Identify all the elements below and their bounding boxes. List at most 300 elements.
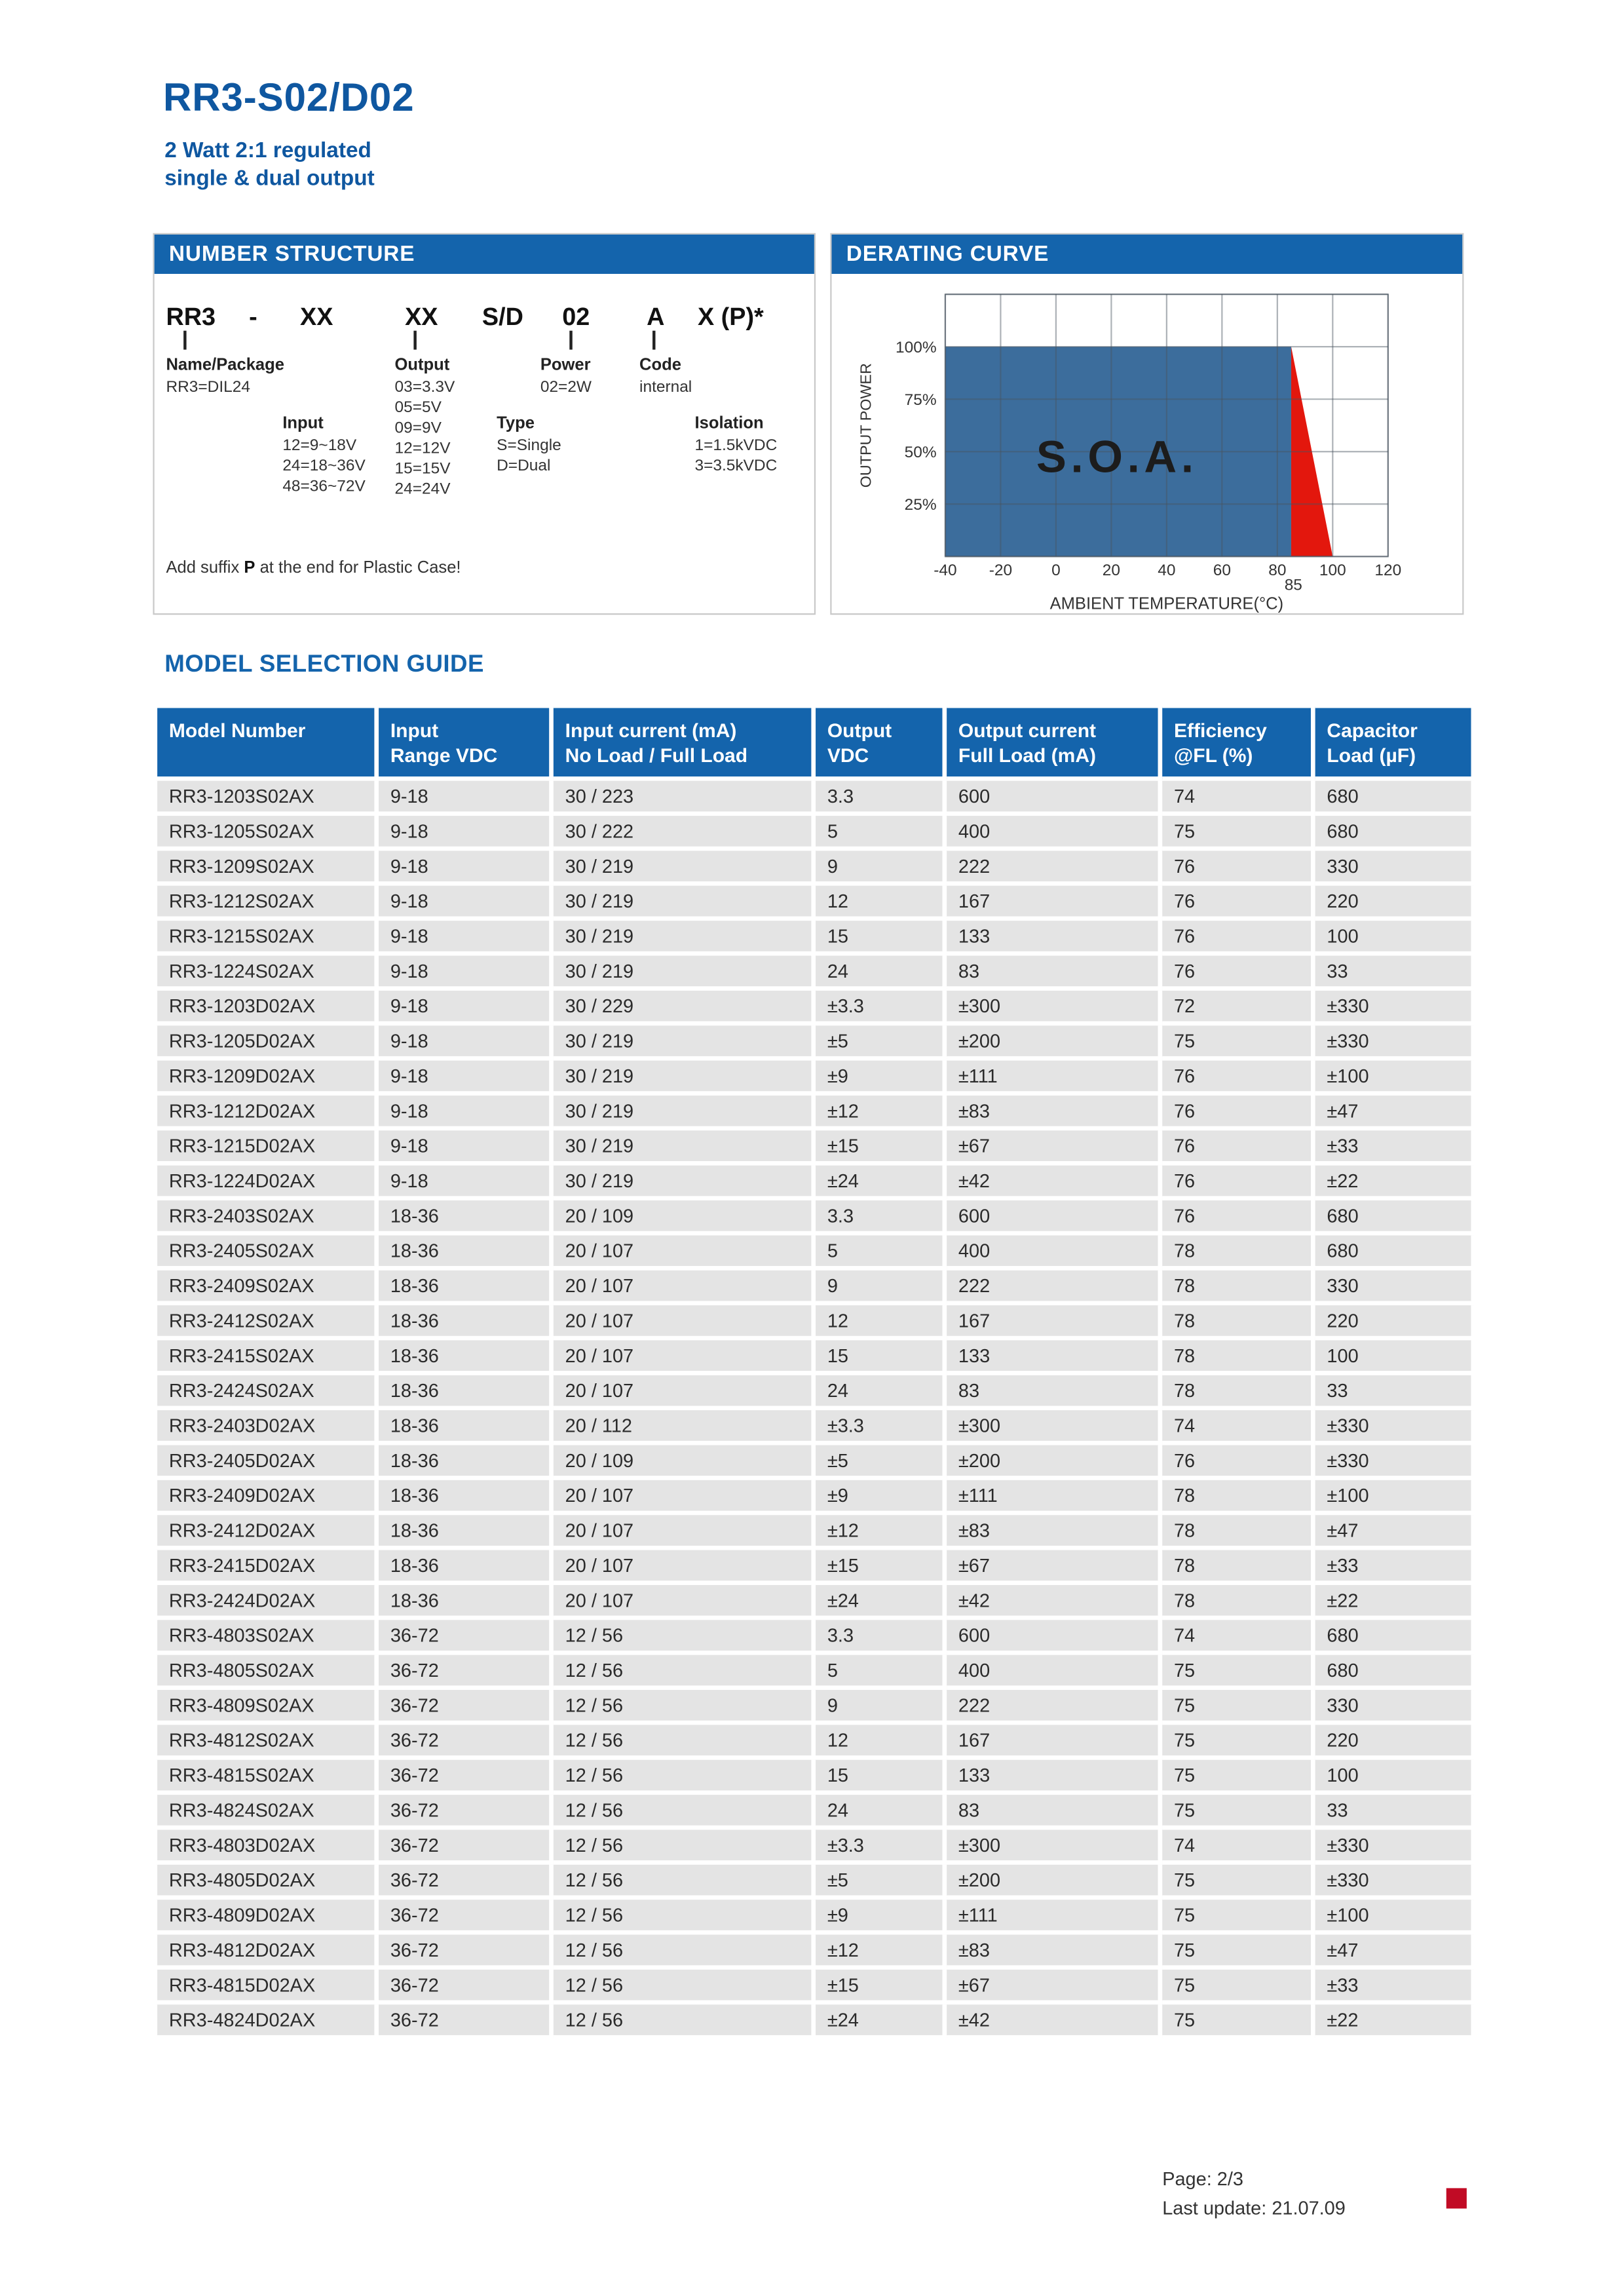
table-cell-input-current: 20 / 107	[552, 1373, 814, 1407]
table-row	[155, 1163, 1473, 1198]
page-title: RR3-S02/D02	[163, 75, 415, 120]
x-tick-label: -20	[989, 562, 1013, 580]
col-header-capacitor-load	[1313, 706, 1473, 778]
table-cell-output-vdc: 12	[814, 1303, 945, 1338]
table-cell-input-current: 30 / 219	[552, 919, 814, 953]
table-cell-capacitor-load: ±22	[1313, 2002, 1473, 2037]
table-cell-model-number: RR3-4805D02AX	[155, 1862, 377, 1897]
y-tick-label: 75%	[904, 391, 937, 410]
table-cell-output-vdc: ±9	[814, 1898, 945, 1932]
x-tick-label: 20	[1102, 562, 1120, 580]
type-value: D=Dual	[497, 457, 551, 475]
table-cell-model-number: RR3-1224D02AX	[155, 1163, 377, 1198]
table-cell-output-vdc: 9	[814, 849, 945, 883]
derating-curve-body	[832, 274, 1463, 613]
table-cell-efficiency: 78	[1160, 1478, 1313, 1513]
table-cell-efficiency: 74	[1160, 1827, 1313, 1862]
table-row	[155, 1583, 1473, 1618]
table-cell-output-vdc: 9	[814, 1688, 945, 1723]
footer-page-number: Page: 2/3	[1162, 2168, 1243, 2190]
table-cell-output-vdc: ±3.3	[814, 1408, 945, 1443]
table-cell-model-number: RR3-1215D02AX	[155, 1128, 377, 1163]
table-cell-capacitor-load: 680	[1313, 778, 1473, 813]
table-cell-input-current: 20 / 107	[552, 1583, 814, 1618]
table-cell-output-current: ±67	[945, 1128, 1160, 1163]
x-axis-title: AMBIENT TEMPERATURE(°C)	[1049, 594, 1284, 613]
x-tick-label: -40	[934, 562, 957, 580]
table-row	[155, 1513, 1473, 1548]
table-cell-model-number: RR3-4815S02AX	[155, 1757, 377, 1792]
col-header-output-vdc	[814, 706, 945, 778]
isolation-value: 1=1.5kVDC	[694, 436, 778, 455]
col-header-efficiency	[1160, 706, 1313, 778]
table-row	[155, 883, 1473, 918]
connector-line	[413, 331, 416, 350]
table-cell-efficiency: 78	[1160, 1268, 1313, 1303]
table-cell-output-current: 222	[945, 1688, 1160, 1723]
x-tick-label: 100	[1319, 562, 1346, 580]
table-cell-input-range: 9-18	[377, 1128, 552, 1163]
table-row	[155, 1968, 1473, 2002]
table-cell-capacitor-load: ±47	[1313, 1513, 1473, 1548]
table-cell-capacitor-load: ±330	[1313, 1408, 1473, 1443]
name-package-block	[166, 355, 284, 397]
table-cell-input-current: 12 / 56	[552, 1827, 814, 1862]
table-cell-input-range: 18-36	[377, 1233, 552, 1268]
table-cell-output-vdc: ±24	[814, 1163, 945, 1198]
table-cell-capacitor-load: 33	[1313, 953, 1473, 988]
table-cell-efficiency: 76	[1160, 1094, 1313, 1128]
table-cell-capacitor-load: 220	[1313, 1303, 1473, 1338]
table-cell-input-range: 18-36	[377, 1198, 552, 1233]
isolation-label: Isolation	[694, 415, 764, 433]
table-cell-efficiency: 76	[1160, 883, 1313, 918]
table-cell-output-current: ±300	[945, 989, 1160, 1024]
table-cell-output-vdc: ±9	[814, 1478, 945, 1513]
table-cell-capacitor-load: ±33	[1313, 1968, 1473, 2002]
table-cell-input-range: 36-72	[377, 2002, 552, 2037]
table-row	[155, 1898, 1473, 1932]
table-cell-input-range: 9-18	[377, 1163, 552, 1198]
table-cell-output-current: ±42	[945, 2002, 1160, 2037]
table-cell-output-current: ±200	[945, 1862, 1160, 1897]
table-cell-output-vdc: ±15	[814, 1548, 945, 1582]
table-cell-output-current: 600	[945, 1198, 1160, 1233]
col-header-line: VDC	[827, 744, 869, 767]
table-cell-capacitor-load: 680	[1313, 1233, 1473, 1268]
table-cell-input-range: 36-72	[377, 1932, 552, 1967]
table-cell-efficiency: 75	[1160, 814, 1313, 849]
part-segment-output: XX	[405, 303, 438, 331]
table-cell-efficiency: 76	[1160, 1163, 1313, 1198]
table-cell-input-range: 9-18	[377, 919, 552, 953]
table-cell-output-vdc: 3.3	[814, 1198, 945, 1233]
connector-line	[183, 331, 186, 350]
table-cell-model-number: RR3-2403D02AX	[155, 1408, 377, 1443]
table-cell-efficiency: 78	[1160, 1233, 1313, 1268]
col-header-line: Load (µF)	[1327, 744, 1416, 767]
table-cell-model-number: RR3-2424S02AX	[155, 1373, 377, 1407]
table-cell-model-number: RR3-1203S02AX	[155, 778, 377, 813]
table-cell-model-number: RR3-2412S02AX	[155, 1303, 377, 1338]
table-cell-output-vdc: 3.3	[814, 1618, 945, 1653]
table-cell-output-current: 400	[945, 1233, 1160, 1268]
table-cell-model-number: RR3-1212S02AX	[155, 883, 377, 918]
table-cell-output-current: 600	[945, 1618, 1160, 1653]
table-cell-input-range: 36-72	[377, 1688, 552, 1723]
table-cell-input-current: 30 / 219	[552, 849, 814, 883]
part-segment-type: S/D	[482, 303, 523, 331]
table-cell-input-current: 20 / 107	[552, 1303, 814, 1338]
table-cell-efficiency: 75	[1160, 1757, 1313, 1792]
output-block	[395, 355, 455, 499]
table-cell-input-range: 18-36	[377, 1373, 552, 1407]
table-cell-model-number: RR3-1205S02AX	[155, 814, 377, 849]
col-header-line: No Load / Full Load	[565, 744, 748, 767]
table-cell-input-range: 18-36	[377, 1268, 552, 1303]
table-cell-capacitor-load: ±100	[1313, 1898, 1473, 1932]
table-cell-model-number: RR3-4803S02AX	[155, 1618, 377, 1653]
table-cell-output-current: 600	[945, 778, 1160, 813]
table-cell-input-current: 20 / 107	[552, 1548, 814, 1582]
col-header-input-current	[552, 706, 814, 778]
table-cell-capacitor-load: ±33	[1313, 1548, 1473, 1582]
table-cell-model-number: RR3-4812S02AX	[155, 1723, 377, 1757]
name-package-label: Name/Package	[166, 356, 284, 375]
col-header-line: Input current (mA)	[565, 719, 737, 742]
note-bold-p: P	[244, 559, 255, 577]
table-cell-output-vdc: 5	[814, 814, 945, 849]
table-cell-input-current: 12 / 56	[552, 1618, 814, 1653]
part-segment-input: XX	[299, 303, 333, 331]
table-cell-efficiency: 75	[1160, 1968, 1313, 2002]
col-header-line: @FL (%)	[1173, 744, 1253, 767]
table-cell-capacitor-load: 220	[1313, 883, 1473, 918]
soa-label: S.O.A.	[1036, 431, 1198, 482]
code-value: internal	[639, 379, 692, 396]
table-cell-input-current: 12 / 56	[552, 1653, 814, 1687]
table-cell-input-current: 12 / 56	[552, 1862, 814, 1897]
x-tick-label: 60	[1213, 562, 1231, 580]
table-row	[155, 953, 1473, 988]
table-cell-capacitor-load: 100	[1313, 1338, 1473, 1373]
table-cell-model-number: RR3-1203D02AX	[155, 989, 377, 1024]
model-table-body	[155, 778, 1473, 2037]
table-cell-capacitor-load: 100	[1313, 919, 1473, 953]
table-cell-capacitor-load: ±330	[1313, 1862, 1473, 1897]
output-label: Output	[394, 356, 450, 375]
number-structure-header: NUMBER STRUCTURE	[155, 235, 814, 274]
table-cell-input-range: 36-72	[377, 1618, 552, 1653]
table-cell-input-current: 20 / 107	[552, 1268, 814, 1303]
table-cell-output-vdc: ±12	[814, 1513, 945, 1548]
table-row	[155, 1862, 1473, 1897]
table-cell-capacitor-load: ±22	[1313, 1163, 1473, 1198]
table-cell-capacitor-load: ±47	[1313, 1094, 1473, 1128]
table-row	[155, 1373, 1473, 1407]
table-cell-input-range: 36-72	[377, 1968, 552, 2002]
table-cell-model-number: RR3-2409D02AX	[155, 1478, 377, 1513]
table-cell-capacitor-load: 680	[1313, 814, 1473, 849]
col-header-line: Full Load (mA)	[958, 744, 1097, 767]
page-subtitle-line1: 2 Watt 2:1 regulated	[164, 138, 371, 164]
red-square-marker	[1446, 2188, 1467, 2208]
table-cell-input-range: 9-18	[377, 953, 552, 988]
table-cell-efficiency: 75	[1160, 1898, 1313, 1932]
table-cell-output-vdc: 5	[814, 1653, 945, 1687]
input-label: Input	[282, 415, 324, 433]
table-cell-input-range: 9-18	[377, 849, 552, 883]
part-segment-power: 02	[562, 303, 590, 331]
table-row	[155, 1128, 1473, 1163]
table-cell-output-current: 222	[945, 849, 1160, 883]
table-cell-efficiency: 75	[1160, 1024, 1313, 1058]
table-cell-input-current: 30 / 229	[552, 989, 814, 1024]
table-cell-capacitor-load: ±47	[1313, 1932, 1473, 1967]
table-cell-model-number: RR3-2405D02AX	[155, 1443, 377, 1478]
table-row	[155, 1932, 1473, 1967]
table-cell-capacitor-load: 220	[1313, 1723, 1473, 1757]
table-row	[155, 849, 1473, 883]
connector-line	[652, 331, 655, 350]
output-value: 12=12V	[394, 440, 451, 458]
table-cell-output-current: 133	[945, 1338, 1160, 1373]
table-row	[155, 1688, 1473, 1723]
table-cell-output-current: ±83	[945, 1932, 1160, 1967]
page-footer	[1162, 2165, 1346, 2223]
table-cell-model-number: RR3-4824S02AX	[155, 1793, 377, 1827]
table-cell-output-vdc: 24	[814, 1373, 945, 1407]
table-cell-input-range: 18-36	[377, 1338, 552, 1373]
col-header-output-current	[945, 706, 1160, 778]
type-block	[497, 413, 561, 476]
table-row	[155, 1408, 1473, 1443]
table-cell-output-current: ±111	[945, 1898, 1160, 1932]
table-row	[155, 1233, 1473, 1268]
table-cell-model-number: RR3-2403S02AX	[155, 1198, 377, 1233]
table-cell-output-vdc: 3.3	[814, 778, 945, 813]
table-cell-input-current: 20 / 107	[552, 1233, 814, 1268]
table-cell-output-current: 133	[945, 1757, 1160, 1792]
part-segment-package: RR3	[166, 303, 216, 331]
derating-curve-panel	[830, 233, 1463, 615]
table-cell-model-number: RR3-4803D02AX	[155, 1827, 377, 1862]
table-cell-output-vdc: ±3.3	[814, 1827, 945, 1862]
table-cell-efficiency: 75	[1160, 1862, 1313, 1897]
table-cell-capacitor-load: ±330	[1313, 989, 1473, 1024]
table-cell-efficiency: 74	[1160, 1618, 1313, 1653]
table-row	[155, 1653, 1473, 1687]
table-cell-input-range: 36-72	[377, 1723, 552, 1757]
isolation-value: 3=3.5kVDC	[694, 457, 778, 475]
input-value: 12=9~18V	[282, 436, 357, 455]
table-cell-efficiency: 78	[1160, 1373, 1313, 1407]
table-cell-output-current: 83	[945, 953, 1160, 988]
table-cell-model-number: RR3-4805S02AX	[155, 1653, 377, 1687]
table-cell-output-current: 167	[945, 1723, 1160, 1757]
table-cell-input-current: 30 / 219	[552, 1128, 814, 1163]
table-cell-input-range: 18-36	[377, 1303, 552, 1338]
col-header-line: Efficiency	[1173, 719, 1267, 742]
table-cell-output-vdc: 5	[814, 1233, 945, 1268]
table-row	[155, 1757, 1473, 1792]
footer-last-update: Last update: 21.07.09	[1162, 2196, 1346, 2219]
table-cell-input-current: 30 / 219	[552, 1094, 814, 1128]
table-cell-output-vdc: 9	[814, 1268, 945, 1303]
output-value: 09=9V	[394, 419, 442, 437]
table-cell-capacitor-load: 680	[1313, 1198, 1473, 1233]
table-cell-input-current: 30 / 219	[552, 1058, 814, 1093]
output-value: 03=3.3V	[394, 379, 455, 396]
table-cell-output-vdc: ±5	[814, 1443, 945, 1478]
table-cell-output-current: 83	[945, 1793, 1160, 1827]
table-cell-input-current: 30 / 219	[552, 953, 814, 988]
page-subtitle-line2: single & dual output	[164, 166, 375, 191]
power-label: Power	[540, 356, 591, 375]
table-cell-input-range: 36-72	[377, 1862, 552, 1897]
table-cell-input-current: 20 / 107	[552, 1513, 814, 1548]
table-cell-input-current: 30 / 219	[552, 1024, 814, 1058]
table-cell-output-vdc: ±5	[814, 1862, 945, 1897]
table-cell-input-current: 20 / 112	[552, 1408, 814, 1443]
input-value: 24=18~36V	[282, 457, 366, 475]
table-cell-input-range: 18-36	[377, 1443, 552, 1478]
table-cell-model-number: RR3-1205D02AX	[155, 1024, 377, 1058]
table-cell-efficiency: 76	[1160, 1058, 1313, 1093]
table-cell-model-number: RR3-1209D02AX	[155, 1058, 377, 1093]
derating-chart	[832, 274, 1463, 613]
table-cell-output-vdc: ±15	[814, 1968, 945, 2002]
table-cell-model-number: RR3-4812D02AX	[155, 1932, 377, 1967]
col-header-line: Output current	[958, 719, 1097, 742]
table-cell-efficiency: 75	[1160, 1688, 1313, 1723]
table-cell-input-current: 30 / 222	[552, 814, 814, 849]
table-cell-input-current: 12 / 56	[552, 1932, 814, 1967]
table-cell-output-current: ±67	[945, 1968, 1160, 2002]
derate-tick-label: 85	[1284, 576, 1302, 594]
table-cell-capacitor-load: ±100	[1313, 1058, 1473, 1093]
table-cell-input-range: 36-72	[377, 1757, 552, 1792]
x-tick-label: 40	[1158, 562, 1176, 580]
name-package-value: RR3=DIL24	[166, 379, 250, 396]
table-row	[155, 989, 1473, 1024]
y-tick-label: 100%	[896, 339, 937, 357]
col-header-line: Input	[390, 719, 439, 742]
table-cell-input-range: 36-72	[377, 1653, 552, 1687]
table-cell-capacitor-load: ±100	[1313, 1478, 1473, 1513]
table-row	[155, 1443, 1473, 1478]
table-row	[155, 1548, 1473, 1582]
table-cell-output-vdc: ±12	[814, 1094, 945, 1128]
table-row	[155, 814, 1473, 849]
table-cell-input-range: 18-36	[377, 1478, 552, 1513]
table-cell-efficiency: 75	[1160, 1653, 1313, 1687]
table-cell-output-current: 400	[945, 814, 1160, 849]
table-cell-output-current: 167	[945, 1303, 1160, 1338]
table-row	[155, 1058, 1473, 1093]
table-cell-capacitor-load: 33	[1313, 1373, 1473, 1407]
table-row	[155, 1793, 1473, 1827]
table-row	[155, 2002, 1473, 2037]
x-tick-label: 120	[1374, 562, 1402, 580]
table-cell-input-current: 20 / 109	[552, 1198, 814, 1233]
table-cell-capacitor-load: 100	[1313, 1757, 1473, 1792]
table-cell-efficiency: 78	[1160, 1338, 1313, 1373]
table-cell-input-current: 20 / 107	[552, 1478, 814, 1513]
table-cell-input-range: 36-72	[377, 1793, 552, 1827]
table-cell-output-current: 222	[945, 1268, 1160, 1303]
col-header-input-range	[377, 706, 552, 778]
number-structure-body	[155, 274, 814, 613]
table-cell-efficiency: 78	[1160, 1303, 1313, 1338]
code-label: Code	[639, 356, 681, 375]
table-cell-input-current: 12 / 56	[552, 1757, 814, 1792]
table-cell-model-number: RR3-2405S02AX	[155, 1233, 377, 1268]
table-cell-output-current: ±83	[945, 1513, 1160, 1548]
table-cell-model-number: RR3-2412D02AX	[155, 1513, 377, 1548]
table-cell-input-current: 12 / 56	[552, 1898, 814, 1932]
table-cell-output-current: ±42	[945, 1163, 1160, 1198]
table-cell-output-vdc: 15	[814, 1338, 945, 1373]
table-cell-input-range: 9-18	[377, 1058, 552, 1093]
table-cell-input-range: 18-36	[377, 1408, 552, 1443]
table-cell-output-vdc: ±24	[814, 2002, 945, 2037]
table-cell-input-current: 20 / 109	[552, 1443, 814, 1478]
table-cell-capacitor-load: 33	[1313, 1793, 1473, 1827]
table-row	[155, 1094, 1473, 1128]
table-cell-capacitor-load: 680	[1313, 1653, 1473, 1687]
table-cell-input-current: 12 / 56	[552, 1793, 814, 1827]
table-cell-efficiency: 75	[1160, 1723, 1313, 1757]
note-suffix: at the end for Plastic Case!	[255, 559, 461, 577]
table-cell-model-number: RR3-4815D02AX	[155, 1968, 377, 2002]
output-value: 24=24V	[394, 480, 451, 499]
table-cell-model-number: RR3-1224S02AX	[155, 953, 377, 988]
table-cell-model-number: RR3-2415S02AX	[155, 1338, 377, 1373]
derating-curve-header: DERATING CURVE	[832, 235, 1463, 274]
table-cell-output-current: 83	[945, 1373, 1160, 1407]
plastic-case-note	[166, 560, 461, 577]
table-cell-input-current: 12 / 56	[552, 1688, 814, 1723]
table-cell-output-current: ±200	[945, 1024, 1160, 1058]
table-cell-output-current: 167	[945, 883, 1160, 918]
col-header-line: Output	[827, 719, 892, 742]
table-row	[155, 1338, 1473, 1373]
part-segment-dash: -	[249, 303, 257, 331]
table-row	[155, 1478, 1473, 1513]
table-row	[155, 1618, 1473, 1653]
table-cell-model-number: RR3-1209S02AX	[155, 849, 377, 883]
x-tick-label: 80	[1268, 562, 1287, 580]
x-tick-label: 0	[1051, 562, 1061, 580]
table-cell-capacitor-load: 330	[1313, 1268, 1473, 1303]
table-cell-efficiency: 75	[1160, 1793, 1313, 1827]
table-cell-input-current: 12 / 56	[552, 2002, 814, 2037]
table-cell-input-range: 18-36	[377, 1548, 552, 1582]
model-table-header	[155, 706, 1473, 778]
table-row	[155, 1723, 1473, 1757]
table-cell-efficiency: 72	[1160, 989, 1313, 1024]
table-cell-output-vdc: ±15	[814, 1128, 945, 1163]
table-cell-output-vdc: 15	[814, 1757, 945, 1792]
table-cell-efficiency: 75	[1160, 2002, 1313, 2037]
input-value: 48=36~72V	[282, 478, 366, 495]
table-cell-capacitor-load: ±330	[1313, 1443, 1473, 1478]
table-row	[155, 1827, 1473, 1862]
col-header-line: Model Number	[168, 719, 306, 742]
y-axis-title: OUTPUT POWER	[857, 363, 875, 488]
model-selection-heading: MODEL SELECTION GUIDE	[164, 651, 484, 678]
